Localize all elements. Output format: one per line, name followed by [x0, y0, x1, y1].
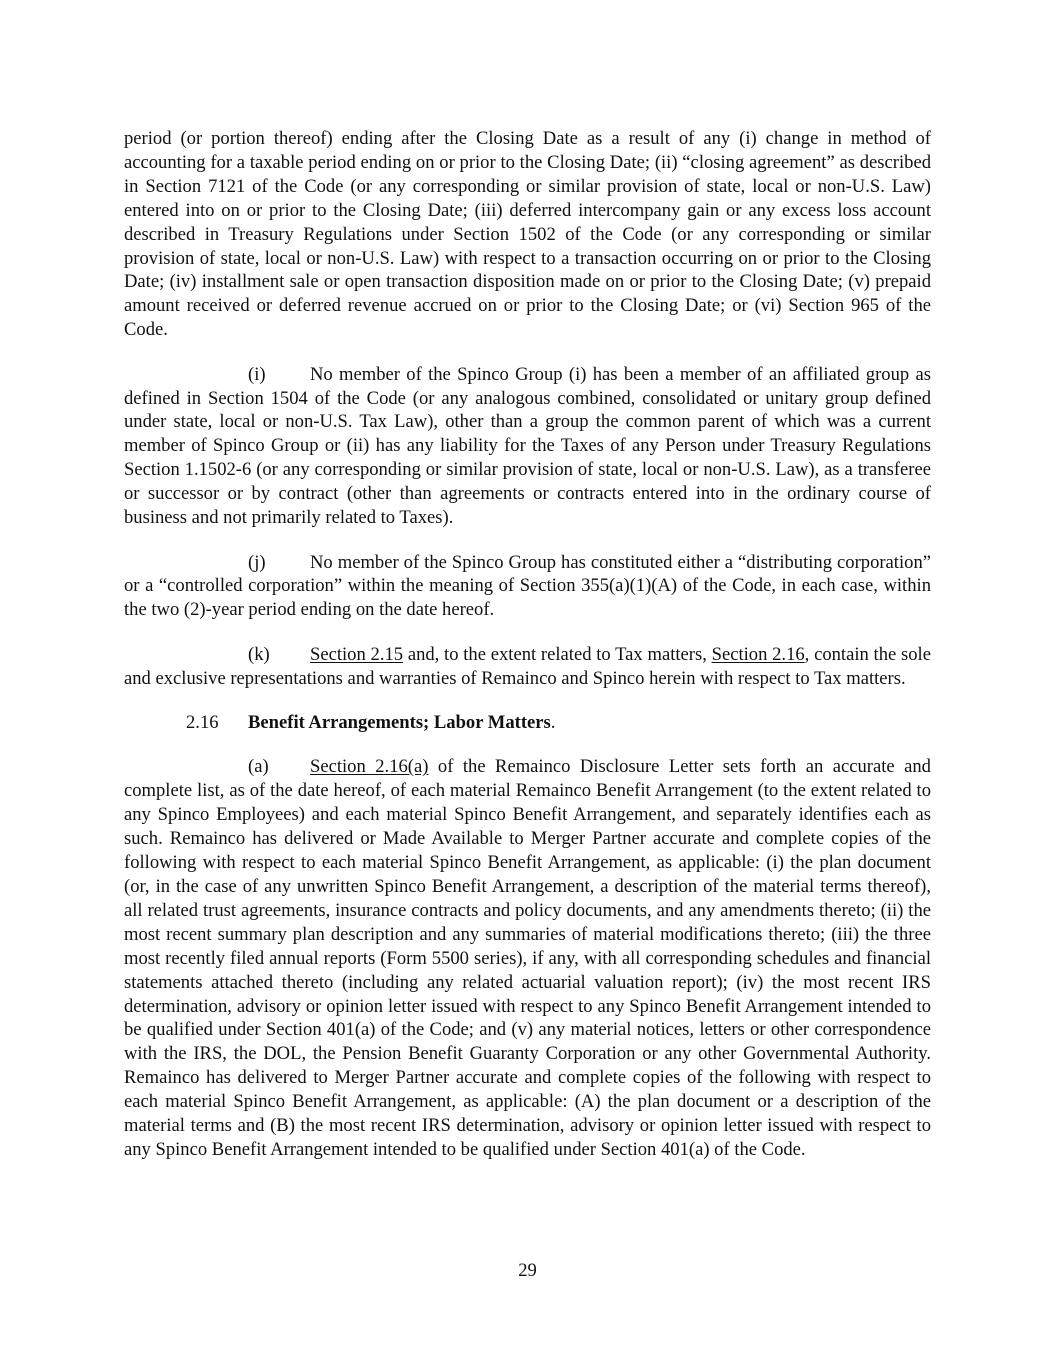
paragraph-j-label: (j) — [248, 551, 266, 573]
section-2-16a-reference: Section 2.16(a) — [310, 756, 429, 778]
page-number: 29 — [518, 1260, 537, 1281]
paragraph-k-text-1: and, to the extent related to Tax matters, — [403, 643, 712, 665]
section-2-16-reference: Section 2.16 — [711, 643, 805, 665]
paragraph-k-text-2: , contain the sole and exclusive representations and warranties of Remainco and Spinco herein with respect to Tax matters. — [124, 643, 931, 689]
section-title-period: . — [550, 712, 556, 734]
section-heading-2-16 — [124, 711, 931, 735]
paragraph-a-text: of the Remainco Disclosure Letter sets forth an accurate and complete list, as of the date hereof, of each material Remainco Benefit Arrangement (to the extent related to any Spinco Employees) and each material Spinco Benefit Arrangement, and separately identifies each as such. Remainco has delivered or Made Available to Merger Partner accurate and complete copies of the following with respect to each material Spinco Benefit Arrangement, as applicable: (i) the plan document (or, in the case of any unwritten Spinco Benefit Arrangement, a description of the material terms thereof), all related trust agreements, insurance contracts and policy documents, and any amendments thereto; (ii) the most recent summary plan description and any summaries of material modifications thereto; (iii) the three most recently filed annual reports (Form 5500 series), if any, with all corresponding schedules and financial statements attached thereto (including any related actuarial valuation report); (iv) the most recent IRS determination, advisory or opinion letter issued with respect to any Spinco Benefit Arrangement intended to be qualified under Section 401(a) of the Code; and (v) any material notices, letters or other correspondence with the IRS, the DOL, the Pension Benefit Guaranty Corporation or any other Governmental Authority. Remainco has delivered to Merger Partner accurate and complete copies of the following with respect to each material Spinco Benefit Arrangement, as applicable: (A) the plan document or a description of the material terms and (B) the most recent IRS determination, advisory or opinion letter issued with respect to any Spinco Benefit Arrangement intended to be qualified under Section 401(a) of the Code. — [124, 756, 931, 1160]
continuation-paragraph: period (or portion thereof) ending after the Closing Date as a result of any (i) change in method of accounting for a taxable period ending on or prior to the Closing Date; (ii) “closing agreement” as described in Section 7121 of the Code (or any corresponding or similar provision of state, local or non-U.S. Law) entered into on or prior to the Closing Date; (iii) deferred intercompany gain or any excess loss account described in Treasury Regulations under Section 1502 of the Code (or any corresponding or similar provision of state, local or non-U.S. Law) with respect to a transaction occurring on or prior to the Closing Date; (iv) installment sale or open transaction disposition made on or prior to the Closing Date; (v) prepaid amount received or deferred revenue accrued on or prior to the Closing Date; or (vi) Section 965 of the Code. — [124, 128, 931, 341]
paragraph-a — [124, 755, 931, 1161]
paragraph-i-text: No member of the Spinco Group (i) has been a member of an affiliated group as defined in Section 1504 of the Code (or any analogous combined, consolidated or unitary group defined under state, local or non-U.S. Tax Law), other than a group the common parent of which was a current member of Spinco Group or (ii) has any liability for the Taxes of any Person under Treasury Regulations Section 1.1502-6 (or any corresponding or similar provision of state, local or non-U.S. Law), as a transferee or successor or by contract (other than agreements or contracts entered into in the ordinary course of business and not primarily related to Taxes). — [124, 363, 931, 529]
page-body — [124, 127, 931, 1162]
section-2-15-reference: Section 2.15 — [310, 643, 404, 665]
paragraph-k — [124, 643, 931, 691]
paragraph-i — [124, 363, 931, 530]
paragraph-i-label: (i) — [248, 363, 266, 385]
section-title: Benefit Arrangements; Labor Matters — [248, 712, 551, 734]
section-number: 2.16 — [186, 712, 219, 734]
paragraph-k-label: (k) — [248, 643, 270, 665]
paragraph-j-text: No member of the Spinco Group has constituted either a “distributing corporation” or a “controlled corporation” within the meaning of Section 355(a)(1)(A) of the Code, in each case, within the two (2)-year period ending on the date hereof. — [124, 551, 931, 621]
paragraph-j — [124, 551, 931, 623]
paragraph-a-label: (a) — [248, 756, 269, 778]
